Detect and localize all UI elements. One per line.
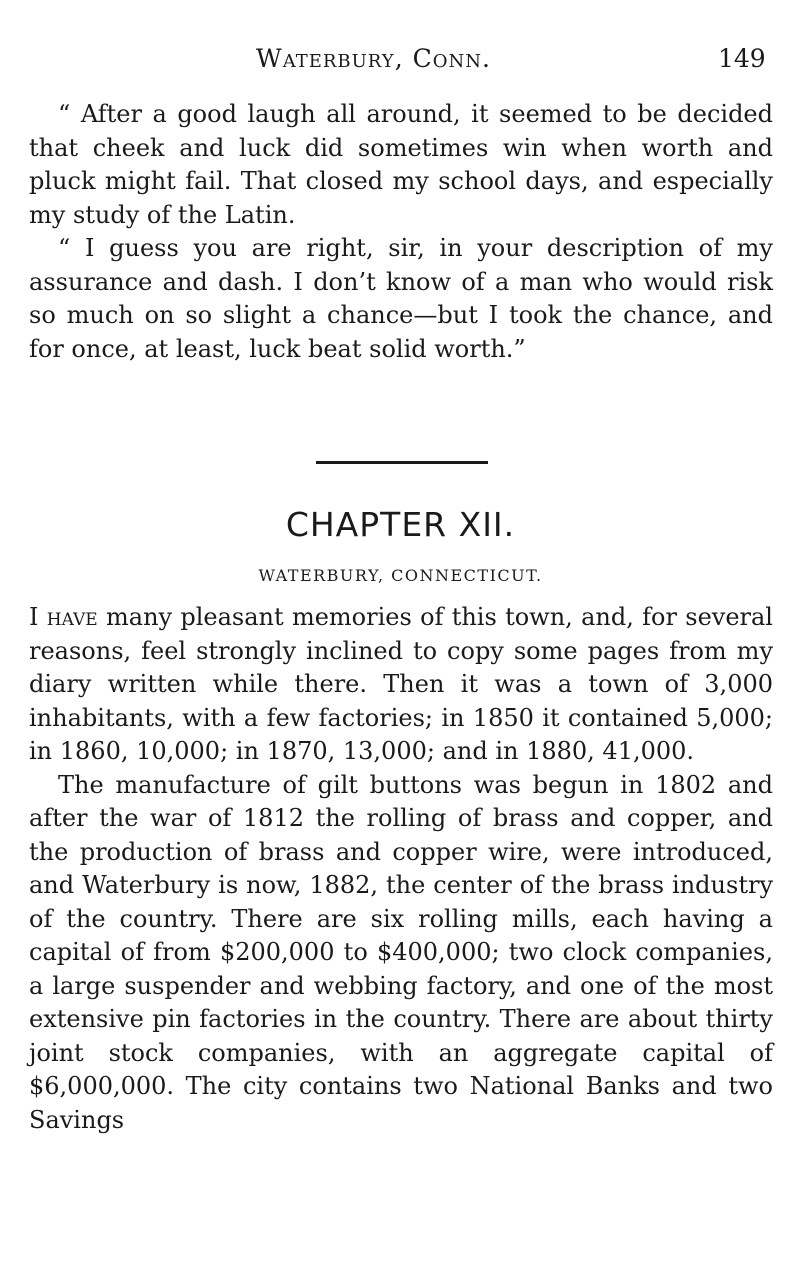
paragraph	[29, 601, 773, 769]
running-title: Waterbury, Conn.	[256, 44, 491, 73]
paragraph: “ After a good laugh all around, it seemed to be decided that cheek and luck did sometimes win when worth and pluck might fail. That closed my school days, and especially my study of the Latin.	[29, 100, 773, 229]
page-number: 149	[718, 44, 766, 73]
chapter-text	[29, 601, 773, 1137]
paragraph: “ I guess you are right, sir, in your description of my assurance and dash. I don’t know of a man who would risk so much on so slight a chance—but I took the chance, and for once, at least, luck beat solid worth.”	[29, 234, 773, 363]
paragraph: The manufacture of gilt buttons was begun in 1802 and after the war of 1812 the rolling of brass and copper, and the production of brass and copper wire, were introduced, and Waterbury is now, 1882, the center of the brass industry of the country. There are six rolling mills, each having a capital of from $200,000 to $400,000; two clock companies, a large suspender and webbing factory, and one of the most extensive pin factories in the country. There are about thirty joint stock companies, with an aggregate capital of $6,000,000. The city contains two National Banks and two Savings	[29, 770, 773, 1134]
chapter-subtitle: WATERBURY, CONNECTICUT.	[258, 566, 543, 585]
paragraph-body: many pleasant memories of this town, and, for several reasons, feel strongly inclined to copy some pages from my diary written while there. Then it was a town of 3,000 inhabitants, with a few factories; in 1850 it contained 5,000; in 1860, 10,000; in 1870, 13,000; and in 1880, 41,000.	[29, 603, 773, 765]
opening-words: I have	[29, 603, 98, 631]
running-head	[0, 44, 801, 78]
section-divider	[316, 461, 488, 464]
continued-text	[29, 98, 773, 366]
chapter-title: CHAPTER XII.	[285, 505, 516, 544]
